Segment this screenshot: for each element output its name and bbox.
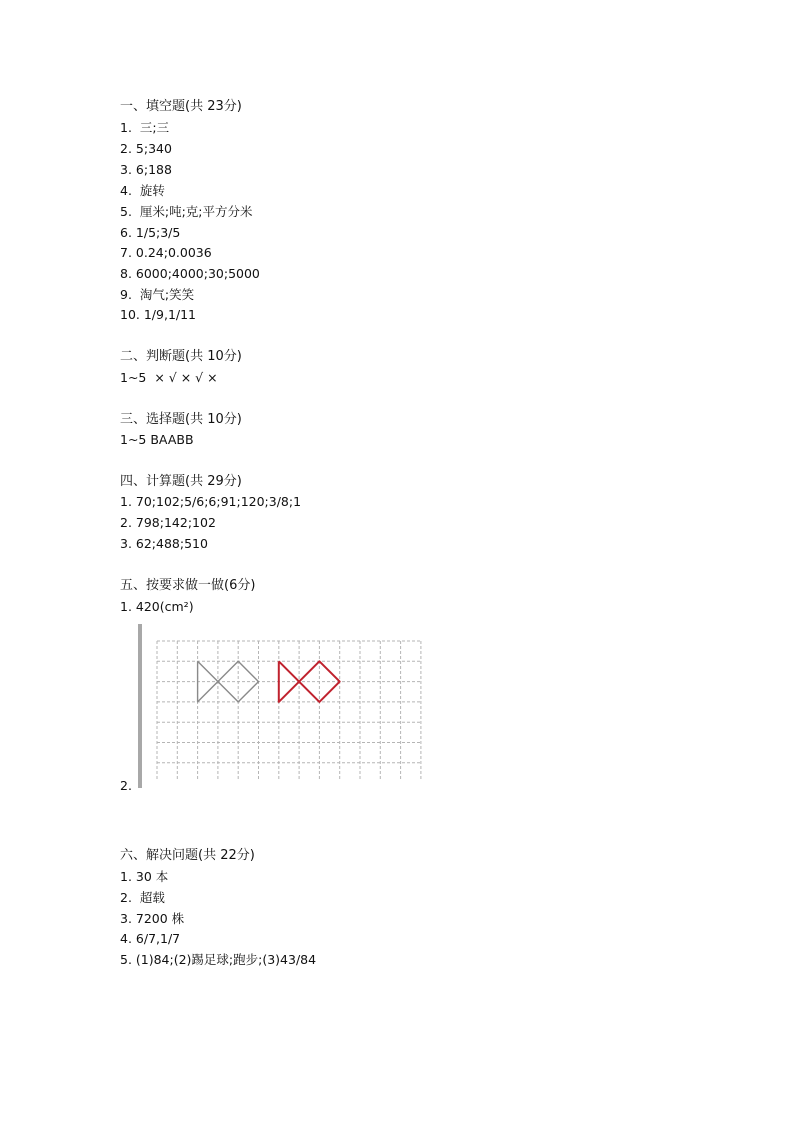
- section-heading-problem-solving: 六、解决问题(共 22分): [120, 848, 255, 863]
- answer-line: 4. 6/7,1/7: [120, 931, 181, 946]
- figure-label: 2.: [120, 778, 132, 793]
- answer-line: 2. 5;340: [120, 141, 172, 156]
- section-heading-true-false: 二、判断题(共 10分): [120, 349, 242, 364]
- answer-line: 1. 70;102;5/6;6;91;120;3/8;1: [120, 494, 302, 509]
- answer-line: 3. 62;488;510: [120, 536, 208, 551]
- answer-line: 9. 淘气;笑笑: [120, 287, 195, 302]
- answer-line: 2. 超载: [120, 890, 165, 905]
- margin-bar: [138, 624, 142, 788]
- section-heading-multiple-choice: 三、选择题(共 10分): [120, 412, 242, 427]
- answer-line: 6. 1/5;3/5: [120, 225, 181, 240]
- answer-line: 3. 6;188: [120, 162, 172, 177]
- answer-line: 1. 30 本: [120, 869, 169, 884]
- translation-grid: [156, 640, 428, 780]
- section-heading-fill-in: 一、填空题(共 23分): [120, 99, 242, 114]
- answer-line: 4. 旋转: [120, 183, 165, 198]
- answer-line: 7. 0.24;0.0036: [120, 245, 212, 260]
- answer-line: 1. 三;三: [120, 120, 170, 135]
- answer-line: 8. 6000;4000;30;5000: [120, 266, 260, 281]
- section-heading-calculation: 四、计算题(共 29分): [120, 474, 242, 489]
- grid-figure: [120, 624, 440, 794]
- answer-line: 1~5 × √ × √ ×: [120, 370, 218, 385]
- answer-line: 3. 7200 株: [120, 911, 185, 926]
- answer-line: 1. 420(cm²): [120, 599, 194, 614]
- answer-line: 10. 1/9,1/11: [120, 307, 197, 322]
- answer-line: 5. 厘米;吨;克;平方分米: [120, 204, 253, 219]
- answer-line: 2. 798;142;102: [120, 515, 216, 530]
- section-heading-hands-on: 五、按要求做一做(6分): [120, 578, 256, 593]
- answer-line: 5. (1)84;(2)踢足球;跑步;(3)43/84: [120, 952, 317, 967]
- answer-line: 1~5 BAABB: [120, 432, 194, 447]
